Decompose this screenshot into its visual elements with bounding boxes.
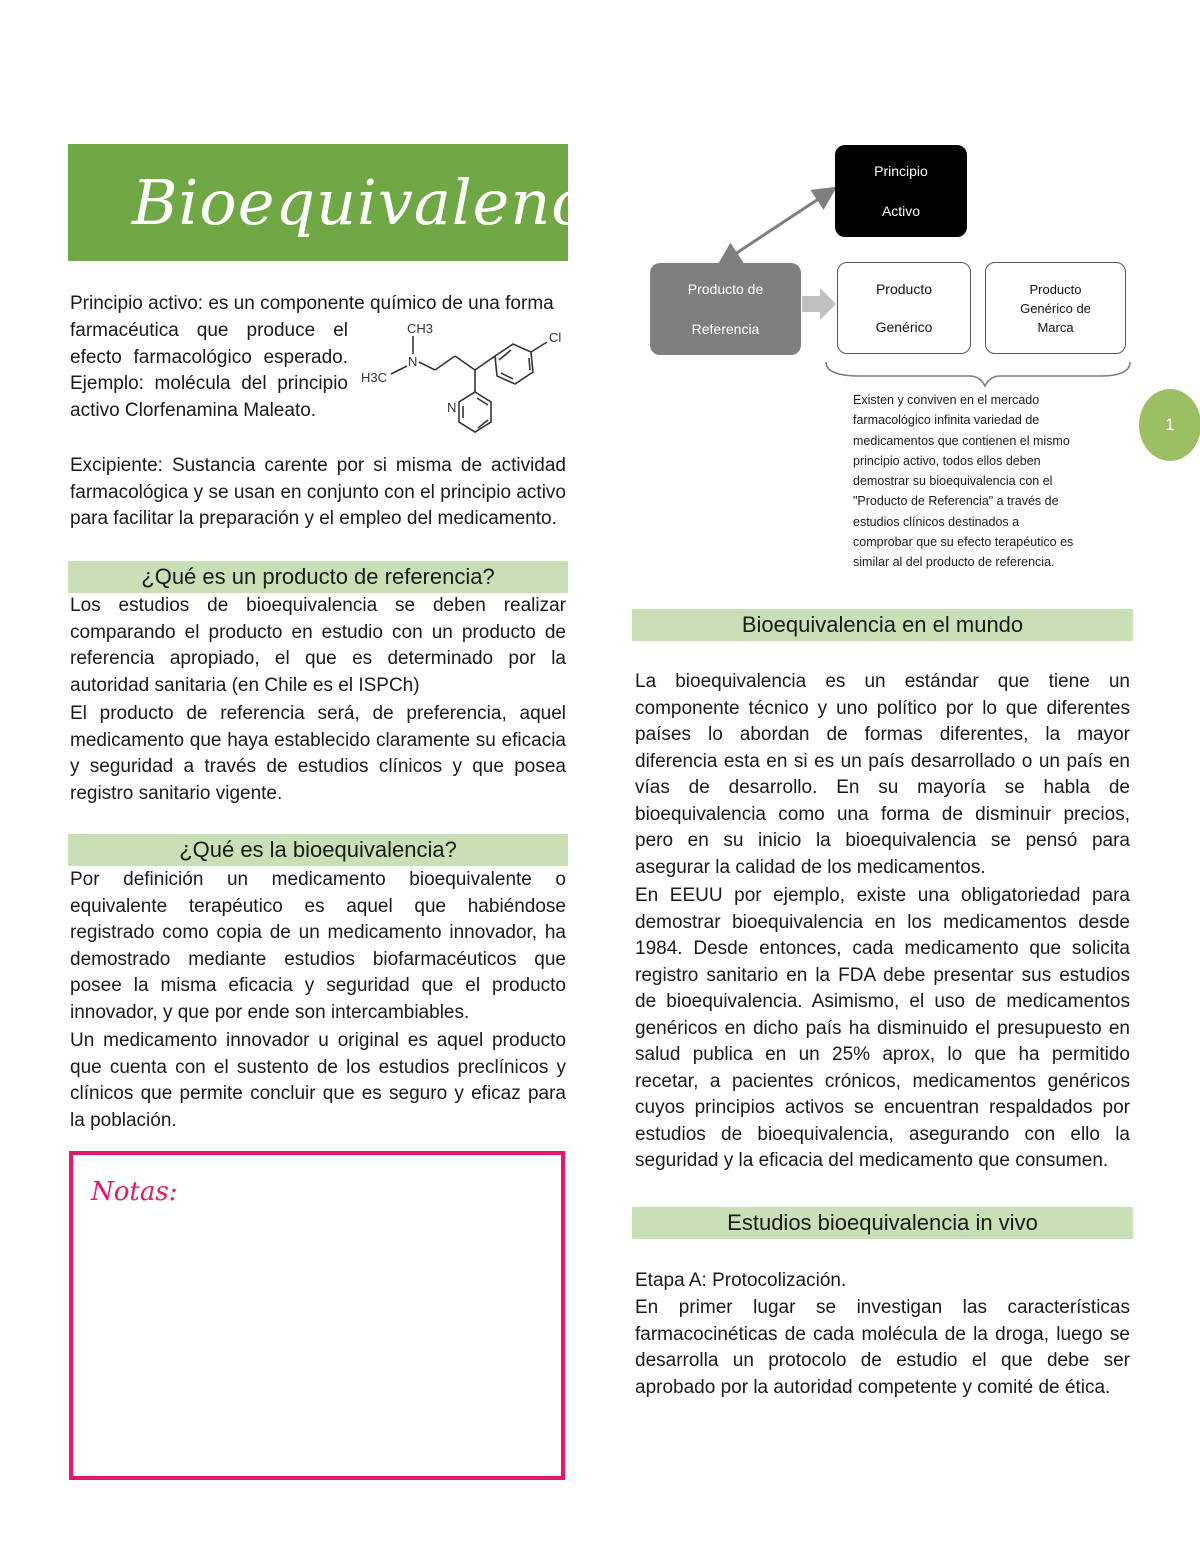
notes-box[interactable]	[69, 1151, 565, 1480]
note-line-8: comprobar que su efecto terapéutico es	[853, 535, 1074, 550]
molecule-label-n-ring: N	[447, 400, 457, 415]
section-heading-bioequivalencia: ¿Qué es la bioequivalencia?	[68, 834, 568, 866]
principio-activo-line1: Principio	[874, 163, 928, 179]
mundo-paragraph-2: En EEUU por ejemplo, existe una obligatoriedad para demostrar bioequivalencia en los medicamentos desde 1984. Desde entonces, cada medicamento que solicita registro sanitario en la FDA debe presentar sus estudios de bioequivalencia. Asimismo, el uso de medicamentos genéricos en dicho país ha disminuido el presupuesto en salud publica en un 25% aprox, lo que ha permitido recetar, a pacientes crónicos, medicamentos genéricos cuyos principios activos se encuentran respaldados por estudios de bioequivalencia, asegurando con ello la seguridad y la eficacia del medicamento que consumen.	[635, 885, 1130, 1171]
page-title: Bioequivalencia	[132, 166, 646, 239]
note-line-1: Existen y conviven en el mercado	[853, 393, 1040, 407]
molecule-label-h3c: H3C	[361, 370, 388, 385]
section-heading-referencia: ¿Qué es un producto de referencia?	[68, 561, 568, 593]
clorfenamina-molecule-image	[355, 314, 570, 444]
note-line-7: estudios clínicos destinados a	[853, 514, 1020, 529]
note-line-2: farmacológico infinita variedad de	[853, 413, 1040, 428]
note-line-3: medicamentos que contienen el mismo	[853, 433, 1070, 448]
bioequivalencia-paragraph-1: Por definición un medicamento bioequivalente o equivalente terapéutico es aquel que habiéndose registrado como copia de un medicamento innovador, ha demostrado mediante estudios biofarmacéuticos que posee la misma eficacia y seguridad que el producto innovador, y que por ende son intercambiables.	[70, 869, 566, 1023]
producto-referencia-line1: Producto de	[687, 281, 764, 297]
molecule-label-ch3: CH3	[407, 321, 434, 336]
box-producto-generico-marca	[985, 262, 1126, 354]
molecule-label-n: N	[408, 354, 418, 369]
section-heading-mundo: Bioequivalencia en el mundo	[632, 609, 1133, 641]
generico-marca-line1: Producto	[1029, 281, 1082, 297]
referencia-paragraph-2: El producto de referencia será, de preferencia, aquel medicamento que haya establecido claramente su eficacia y seguridad a través de estudios clínicos y que posea registro sanitario vigente.	[70, 703, 566, 804]
generico-marca-line2: Genérico de	[1020, 300, 1091, 316]
note-line-5: demostrar su bioequivalencia con el	[853, 474, 1053, 489]
principio-activo-definition: farmacéutica que produce el efecto farmacológico esperado. Ejemplo: molécula del principio activo Clorfenamina Maleato.	[70, 320, 348, 421]
title-banner	[68, 144, 646, 261]
note-line-4: principio activo, todos ellos deben	[853, 453, 1041, 468]
generico-marca-line3: Marca	[1037, 319, 1074, 335]
invivo-etapa: Etapa A: Protocolización.	[635, 1270, 847, 1291]
bioequivalencia-paragraph-2: Un medicamento innovador u original es aquel producto que cuenta con el sustento de los estudios preclínicos y clínicos que permite concluir que es seguro y eficaz para la población.	[70, 1030, 566, 1131]
box-principio-activo	[835, 145, 967, 237]
principio-activo-line1: Principio activo: es un componente químico de una forma	[70, 293, 554, 314]
mundo-paragraph-1: La bioequivalencia es un estándar que tiene un componente técnico y uno político por lo que diferentes países lo abordan de formas diferentes, la mayor diferencia esta en si es un país desarrollado o un país en vías de desarrollo. En su mayoría se habla de bioequivalencia como una forma de disminuir precios, pero en su inicio la bioequivalencia se pensó para asegurar la calidad de los medicamentos.	[635, 671, 1130, 878]
note-line-6: "Producto de Referencia" a través de	[853, 494, 1059, 509]
note-line-9: similar al del producto de referencia.	[853, 555, 1055, 570]
diagram-note	[853, 390, 1133, 573]
double-arrow	[732, 190, 832, 256]
producto-generico-line2: Genérico	[875, 319, 933, 335]
producto-referencia-line2: Referencia	[691, 321, 760, 337]
principio-activo-line2: Activo	[881, 203, 921, 219]
arrow-referencia-to-generico	[802, 288, 836, 320]
molecule-label-cl: Cl	[549, 330, 562, 345]
page-number: 1	[1165, 415, 1175, 434]
page-number-badge	[1139, 389, 1200, 461]
section-heading-invivo: Estudios bioequivalencia in vivo	[632, 1207, 1133, 1239]
producto-generico-line1: Producto	[875, 281, 933, 297]
box-producto-generico	[837, 262, 971, 354]
excipiente-definition: Excipiente: Sustancia carente por si misma de actividad farmacológica y se usan en conjunto con el principio activo para facilitar la preparación y el empleo del medicamento.	[70, 455, 566, 529]
referencia-paragraph-1: Los estudios de bioequivalencia se deben realizar comparando el producto en estudio con un producto de referencia apropiado, el que es determinado por la autoridad sanitaria (en Chile es el ISPCh)	[70, 595, 566, 696]
invivo-paragraph-1: En primer lugar se investigan las características farmacocinéticas de cada molécula de la droga, luego se desarrolla un protocolo de estudio el que debe ser aprobado por la autoridad competente y comité de ética.	[635, 1297, 1130, 1398]
brace	[826, 362, 1130, 386]
notes-label: Notas:	[91, 1177, 178, 1207]
box-producto-referencia	[650, 263, 801, 355]
